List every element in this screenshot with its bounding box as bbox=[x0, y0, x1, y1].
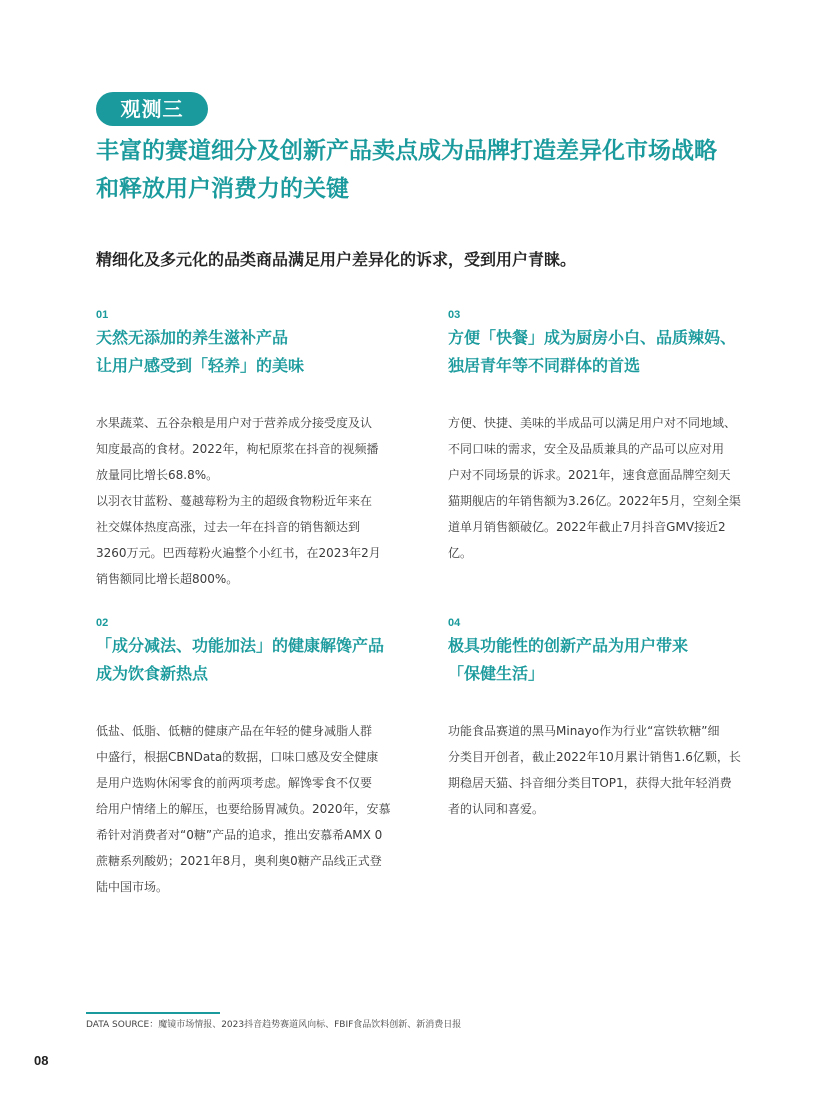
section-01 bbox=[96, 308, 396, 592]
section-badge: 观测三 bbox=[96, 92, 208, 126]
body-line: 陆中国市场。 bbox=[96, 880, 169, 894]
body-line: 方便、快捷、美味的半成品可以满足用户对不同地域、 bbox=[448, 416, 737, 430]
section-title bbox=[448, 324, 748, 380]
page-title-line: 丰富的赛道细分及创新产品卖点成为品牌打造差异化市场战略 bbox=[96, 138, 717, 164]
body-line: 希针对消费者对“0糖”产品的追求，推出安慕希AMX 0 bbox=[96, 828, 383, 842]
section-number: 03 bbox=[448, 309, 461, 321]
body-line: 水果蔬菜、五谷杂粮是用户对于营养成分接受度及认 bbox=[96, 416, 373, 430]
body-line: 给用户情绪上的解压，也要给肠胃减负。2020年，安慕 bbox=[96, 802, 391, 816]
section-title bbox=[96, 324, 396, 380]
body-line: 户对不同场景的诉求。2021年，速食意面品牌空刻天 bbox=[448, 468, 731, 482]
body-line: 道单月销售额破亿。2022年截止7月抖音GMV接近2 bbox=[448, 520, 726, 534]
body-line: 分类目开创者，截止2022年10月累计销售1.6亿颗，长 bbox=[448, 750, 741, 764]
page-title-line: 和释放用户消费力的关键 bbox=[96, 176, 349, 202]
section-number: 04 bbox=[448, 617, 461, 629]
data-source: DATA SOURCE：魔镜市场情报、2023抖音趋势赛道风向标、FBIF食品饮料创新、新消费日报 bbox=[86, 1020, 462, 1030]
section-02 bbox=[96, 616, 396, 900]
body-line: 是用户选购休闲零食的前两项考虑。解馋零食不仅要 bbox=[96, 776, 373, 790]
section-title-line: 让用户感受到「轻养」的美味 bbox=[96, 356, 305, 375]
section-title-line: 方便「快餐」成为厨房小白、品质辣妈、 bbox=[448, 328, 737, 347]
section-title bbox=[448, 632, 748, 688]
section-title-line: 「成分减法、功能加法」的健康解馋产品 bbox=[96, 636, 385, 655]
section-body bbox=[448, 410, 748, 566]
section-number: 02 bbox=[96, 617, 109, 629]
body-line: 不同口味的需求，安全及品质兼具的产品可以应对用 bbox=[448, 442, 725, 456]
body-line: 蔗糖系列酸奶；2021年8月，奥利奥0糖产品线正式登 bbox=[96, 854, 382, 868]
section-04 bbox=[448, 616, 748, 822]
body-line: 猫期舰店的年销售额为3.26亿。2022年5月，空刻全渠 bbox=[448, 494, 741, 508]
section-title bbox=[96, 632, 396, 688]
section-body bbox=[96, 718, 396, 900]
page-title bbox=[96, 132, 776, 208]
body-line: 中盛行，根据CBNData的数据，口味口感及安全健康 bbox=[96, 750, 379, 764]
body-line: 社交媒体热度高涨，过去一年在抖音的销售额达到 bbox=[96, 520, 361, 534]
body-line: 功能食品赛道的黑马Minayo作为行业“富铁软糖”细 bbox=[448, 724, 720, 738]
section-title-line: 极具功能性的创新产品为用户带来 bbox=[448, 636, 689, 655]
body-line: 以羽衣甘蓝粉、蔓越莓粉为主的超级食物粉近年来在 bbox=[96, 494, 373, 508]
section-title-line: 独居青年等不同群体的首选 bbox=[448, 356, 641, 375]
body-line: 低盐、低脂、低糖的健康产品在年轻的健身减脂人群 bbox=[96, 724, 373, 738]
section-03 bbox=[448, 308, 748, 566]
section-body bbox=[96, 410, 396, 592]
body-line: 销售额同比增长超800%。 bbox=[96, 572, 239, 586]
section-number: 01 bbox=[96, 309, 109, 321]
page-number: 08 bbox=[34, 1053, 49, 1068]
body-line: 亿。 bbox=[448, 546, 473, 560]
section-body bbox=[448, 718, 748, 822]
section-title-line: 「保健生活」 bbox=[448, 664, 545, 683]
body-line: 期稳居天猫、抖音细分类目TOP1，获得大批年轻消费 bbox=[448, 776, 732, 790]
page-subtitle: 精细化及多元化的品类商品满足用户差异化的诉求，受到用户青睐。 bbox=[96, 250, 577, 269]
body-line: 3260万元。巴西莓粉火遍整个小红书，在2023年2月 bbox=[96, 546, 381, 560]
section-title-line: 成为饮食新热点 bbox=[96, 664, 209, 683]
source-divider bbox=[86, 1012, 220, 1014]
body-line: 知度最高的食材。2022年，枸杞原浆在抖音的视频播 bbox=[96, 442, 379, 456]
body-line: 者的认同和喜爱。 bbox=[448, 802, 545, 816]
section-title-line: 天然无添加的养生滋补产品 bbox=[96, 328, 289, 347]
body-line: 放量同比增长68.8%。 bbox=[96, 468, 219, 482]
